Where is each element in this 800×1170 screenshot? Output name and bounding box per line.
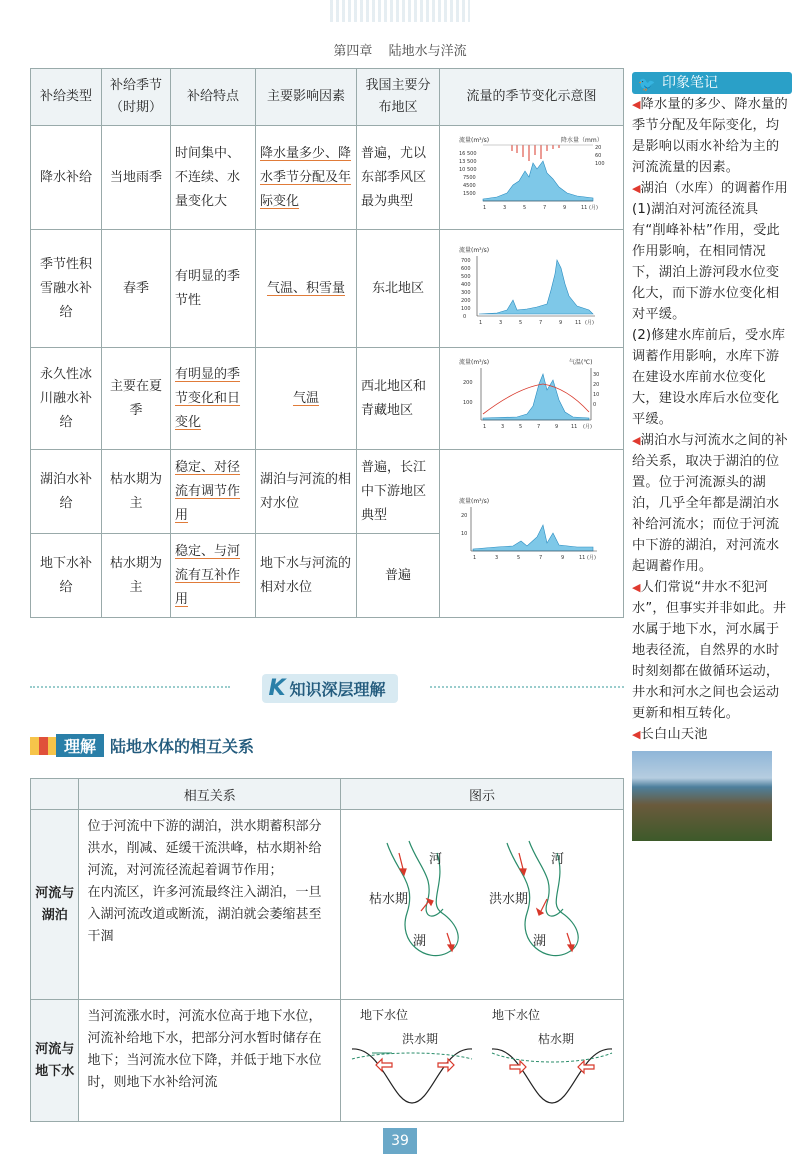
chart-cell	[440, 348, 624, 450]
note: (2)修建水库前后，受水库调蓄作用影响，水库下游在建设水库前水位变化大，建设水库后水位变化平缓。	[632, 328, 786, 427]
chart-y2label: 降水量（mm）	[560, 136, 603, 144]
x-unit: (月)	[582, 423, 592, 430]
triangle-icon: ◀	[632, 182, 641, 195]
tick-label: 3	[494, 554, 498, 561]
section-header	[0, 674, 660, 703]
tick-label: 1	[478, 319, 482, 326]
river-label: 河	[551, 851, 565, 867]
supply-region: 东北地区	[357, 230, 440, 348]
tick-label: 4500	[462, 182, 476, 189]
tick-label: 11	[574, 319, 581, 326]
groundwater-label: 地下水位	[492, 1007, 541, 1022]
note: ◀湖泊（水库）的调蓄作用	[632, 181, 788, 196]
tick-label: 200	[460, 297, 471, 304]
tick-label: 1	[472, 554, 476, 561]
tick-label: 9	[562, 204, 566, 211]
glacier-flow-chart	[457, 354, 607, 444]
tick-label: 3	[500, 423, 504, 430]
tick-label: 1	[482, 204, 486, 211]
period-label: 枯水期	[369, 891, 409, 907]
subsection-header	[30, 734, 254, 757]
col-header: 流量的季节变化示意图	[440, 69, 624, 126]
tick-label: 5	[522, 204, 526, 211]
supply-factor: 降水量多少、降水季节分配及年际变化	[256, 126, 357, 230]
x-unit: (月)	[586, 554, 596, 561]
bird-icon: 🐦	[638, 77, 656, 93]
col-header: 主要影响因素	[256, 69, 357, 126]
tick-label: 11	[580, 204, 587, 211]
chart-cell	[440, 126, 624, 230]
tick-label: 60	[594, 152, 601, 159]
supply-region: 普遍	[357, 534, 440, 618]
tick-label: 20	[594, 144, 601, 151]
tick-label: 3	[498, 319, 502, 326]
supply-region: 普遍，尤以东部季风区最为典型	[357, 126, 440, 230]
tick-label: 7	[536, 423, 540, 430]
chapter-header	[0, 40, 800, 59]
section-title: 知识深层理解	[289, 680, 386, 699]
x-unit: (月)	[584, 319, 594, 326]
col-header: 相互关系	[79, 779, 341, 810]
tick-label: 600	[460, 265, 471, 272]
book-icon	[30, 737, 56, 755]
tick-label: 10	[460, 530, 467, 537]
chart-ylabel: 流量(m³/s)	[458, 497, 489, 505]
supply-table-header	[31, 69, 624, 126]
river-lake-diagram	[347, 813, 617, 993]
relation-text: 位于河流中下游的湖泊，洪水期蓄积部分洪水，削减、延缓干流洪峰，枯水期补给河流，对河流径流起着调节作用； 在内流区，许多河流最终注入湖泊，一旦入湖河流改道或断流，湖泊就会萎缩甚至干涸	[79, 810, 341, 1000]
tick-label: 9	[560, 554, 564, 561]
triangle-icon: ◀	[632, 434, 641, 447]
tick-label: 100	[594, 160, 605, 167]
tick-label: 0	[592, 401, 596, 408]
subsection-title: 陆地水体的相互关系	[110, 737, 255, 756]
tick-label: 100	[462, 399, 473, 406]
tick-label: 7	[542, 204, 546, 211]
supply-region: 普遍，长江中下游地区典型	[357, 450, 440, 534]
tick-label: 16 500	[458, 150, 476, 157]
col-header: 我国主要分布地区	[357, 69, 440, 126]
relation-head: 河流与地下水	[31, 1000, 79, 1122]
tick-label: 5	[518, 319, 522, 326]
tick-label: 11	[570, 423, 577, 430]
supply-type: 湖泊水补给	[31, 450, 102, 534]
tick-label: 20	[460, 512, 467, 519]
col-header: 补给季节（时期）	[102, 69, 171, 126]
tick-label: 7	[538, 319, 542, 326]
tick-label: 10 500	[458, 166, 476, 173]
table-row	[31, 1000, 624, 1122]
supply-region: 西北地区和青藏地区	[357, 348, 440, 450]
supply-feature: 有明显的季节变化和日变化	[171, 348, 256, 450]
tick-label: 11	[578, 554, 585, 561]
relation-table-header	[31, 779, 624, 810]
chart-cell	[440, 450, 624, 618]
chapter-number: 第四章	[333, 44, 373, 59]
supply-season: 主要在夏季	[102, 348, 171, 450]
table-row	[31, 810, 624, 1000]
table-row	[31, 348, 624, 450]
groundwater-flow-chart	[457, 489, 607, 579]
relation-table	[30, 778, 624, 1122]
chart-y2label: 气温(℃)	[568, 358, 592, 366]
supply-season: 枯水期为主	[102, 534, 171, 618]
section-letter: K	[268, 676, 286, 701]
flow-area	[479, 260, 593, 314]
lake-label: 湖	[413, 933, 427, 949]
tick-label: 20	[592, 381, 599, 388]
chart-ylabel: 流量(m³/s)	[458, 246, 489, 254]
chapter-title: 陆地水与洋流	[388, 44, 467, 59]
precip-bars	[512, 145, 559, 161]
tick-label: 13 500	[458, 158, 476, 165]
col-header: 补给特点	[171, 69, 256, 126]
flow-area	[483, 161, 593, 201]
period-label: 洪水期	[402, 1031, 439, 1046]
groundwater-label: 地下水位	[360, 1007, 409, 1022]
supply-season: 当地雨季	[102, 126, 171, 230]
lake-label: 湖	[533, 933, 547, 949]
tick-label: 5	[518, 423, 522, 430]
tick-label: 9	[558, 319, 562, 326]
note: ◀降水量的多少、降水量的季节分配及年际变化，均是影响以雨水补给为主的河流流量的因素。	[632, 97, 788, 175]
tick-label: 500	[460, 273, 471, 280]
x-unit: (月)	[588, 204, 598, 211]
page-number: 39	[383, 1128, 417, 1154]
supply-season: 枯水期为主	[102, 450, 171, 534]
tick-label: 100	[460, 305, 471, 312]
relation-head: 河流与湖泊	[31, 810, 79, 1000]
flow-area	[473, 525, 593, 551]
tick-label: 1500	[462, 190, 476, 197]
supply-type: 季节性积雪融水补给	[31, 230, 102, 348]
period-label: 洪水期	[489, 891, 529, 907]
tianchi-photo	[632, 751, 772, 841]
supply-factor: 地下水与河流的相对水位	[256, 534, 357, 618]
chart-cell	[440, 230, 624, 348]
tick-label: 7	[538, 554, 542, 561]
tick-label: 5	[516, 554, 520, 561]
triangle-icon: ◀	[632, 581, 641, 594]
note: ◀湖泊水与河流水之间的补给关系，取决于湖泊的位置。位于河流源头的湖泊，几乎全年都是湖泊水补给河流水；而位于河流中下游的湖泊，对河流水起调蓄作用。	[632, 433, 788, 574]
chart-ylabel: 流量(m³/s)	[458, 136, 489, 144]
tick-label: 30	[592, 371, 599, 378]
note: ◀长白山天池	[632, 727, 708, 742]
period-label: 枯水期	[538, 1031, 575, 1046]
supply-table	[30, 68, 624, 618]
tick-label: 3	[502, 204, 506, 211]
tick-label: 400	[460, 281, 471, 288]
supply-type: 永久性冰川融水补给	[31, 348, 102, 450]
river-label: 河	[429, 851, 443, 867]
triangle-icon: ◀	[632, 728, 641, 741]
relation-figure	[341, 810, 624, 1000]
supply-factor: 气温、积雪量	[256, 230, 357, 348]
col-header: 图示	[341, 779, 624, 810]
tick-label: 200	[462, 379, 473, 386]
rain-flow-chart	[457, 133, 607, 223]
tick-label: 10	[592, 391, 599, 398]
supply-feature: 有明显的季节性	[171, 230, 256, 348]
tick-label: 0	[462, 313, 466, 320]
table-row	[31, 126, 624, 230]
supply-factor: 湖泊与河流的相对水位	[256, 450, 357, 534]
top-decoration	[330, 0, 470, 22]
chart-ylabel: 流量(m³/s)	[458, 358, 489, 366]
snowmelt-flow-chart	[457, 244, 607, 334]
triangle-icon: ◀	[632, 98, 641, 111]
supply-factor: 气温	[256, 348, 357, 450]
table-row	[31, 230, 624, 348]
supply-season: 春季	[102, 230, 171, 348]
supply-feature: 时间集中、不连续、水量变化大	[171, 126, 256, 230]
supply-type: 降水补给	[31, 126, 102, 230]
supply-type: 地下水补给	[31, 534, 102, 618]
tick-label: 1	[482, 423, 486, 430]
tick-label: 300	[460, 289, 471, 296]
relation-text: 当河流涨水时，河流水位高于地下水位，河流补给地下水，把部分河水暂时储存在地下；当河流水位下降，并低于地下水位时，则地下水补给河流	[79, 1000, 341, 1122]
table-row	[31, 450, 624, 534]
relation-figure	[341, 1000, 624, 1122]
note: (1)湖泊对河流径流具有“削峰补枯”作用，受此作用影响，在相同情况下，湖泊上游河段水位变化大，而下游水位变化相对平缓。	[632, 202, 780, 322]
tick-label: 700	[460, 257, 471, 264]
note: ◀人们常说“井水不犯河水”，但事实并非如此。井水属于地下水，河水属于地表径流，自然界的水时时刻刻都在做循环运动，井水和河水之间也会运动更新和相互转化。	[632, 580, 787, 721]
tick-label: 9	[554, 423, 558, 430]
sidebar-title: 🐦 印象笔记	[632, 72, 792, 94]
river-groundwater-diagram	[342, 1003, 622, 1115]
supply-feature: 稳定、与河流有互补作用	[171, 534, 256, 618]
supply-feature: 稳定、对径流有调节作用	[171, 450, 256, 534]
col-header: 补给类型	[31, 69, 102, 126]
subsection-label: 理解	[56, 734, 104, 757]
tick-label: 7500	[462, 174, 476, 181]
sidebar-notes	[632, 72, 792, 841]
